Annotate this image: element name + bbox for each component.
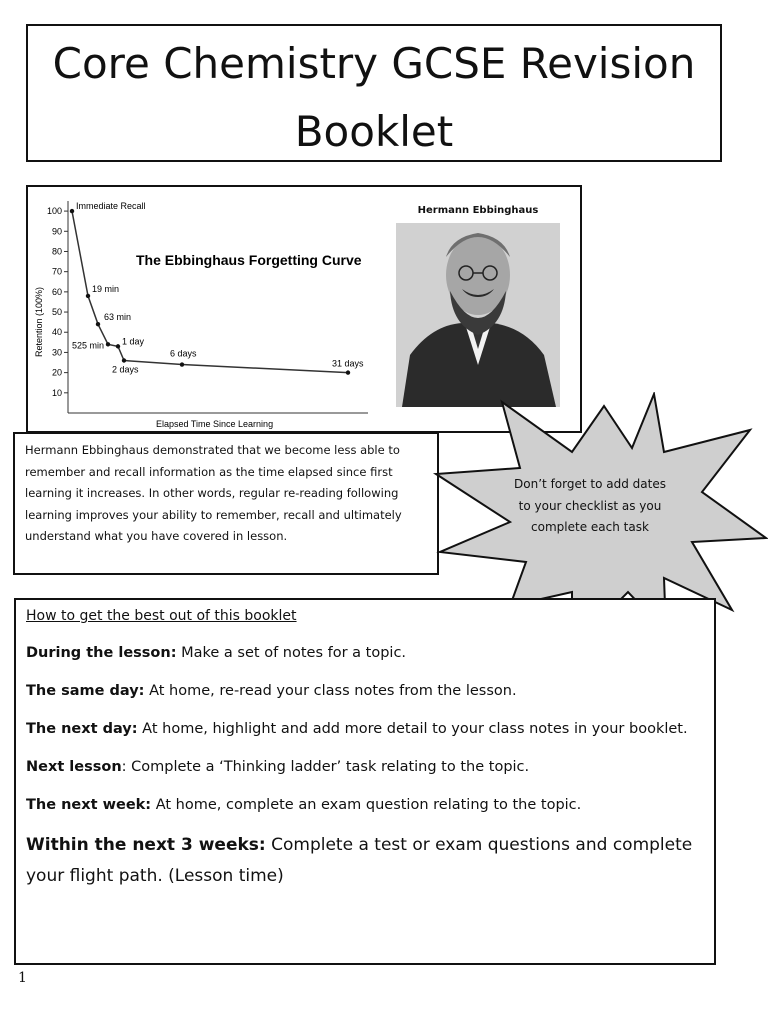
curve-point [96, 322, 100, 326]
tip-text: Make a set of notes for a topic. [176, 645, 407, 661]
tip-item [26, 640, 704, 667]
title-box [26, 24, 722, 162]
tip-text: Complete a test or exam questions and complete your flight path. (Lesson time) [26, 835, 693, 886]
tips-list [26, 640, 704, 892]
curve-point [70, 209, 74, 213]
tip-item [26, 678, 704, 705]
y-tick-label: 50 [51, 307, 62, 318]
point-label: 63 min [104, 312, 132, 323]
point-label: 31 days [332, 358, 364, 369]
curve-point [346, 370, 350, 374]
portrait [392, 205, 564, 409]
star-note: Don’t forget to add dates to your checklist as you complete each task [514, 477, 666, 534]
page-number: 1 [18, 970, 27, 986]
y-tick-label: 40 [51, 327, 62, 338]
tip-label: Next lesson [26, 759, 122, 775]
y-tick-label: 60 [51, 286, 62, 297]
tip-text: At home, complete an exam question relating to the topic. [151, 797, 582, 813]
chart-axes [47, 201, 368, 413]
point-label: 6 days [170, 348, 197, 359]
y-tick-label: 90 [51, 226, 62, 237]
tip-label: The next day: [26, 721, 138, 737]
portrait-photo [392, 205, 564, 409]
tip-text: At home, highlight and add more detail to your class notes in your booklet. [137, 721, 688, 737]
tip-item [26, 716, 704, 743]
portrait-caption: Hermann Ebbinghaus [417, 205, 539, 216]
y-tick-label: 100 [46, 206, 62, 217]
page-title-line2: Booklet [294, 107, 454, 156]
point-label: 525 min [71, 340, 104, 351]
page-title-line1: Core Chemistry GCSE Revision [52, 39, 696, 88]
point-label: 2 days [112, 364, 139, 375]
curve-point [106, 342, 110, 346]
tip-text: At home, re-read your class notes from the lesson. [144, 683, 517, 699]
curve-point [116, 344, 120, 348]
x-axis-label: Elapsed Time Since Learning [156, 419, 274, 429]
y-tick-label: 30 [51, 347, 62, 358]
point-label: 19 min [92, 283, 120, 294]
ebbinghaus-explanation: Hermann Ebbinghaus demonstrated that we become less able to remember and recall information as the time elapsed since first learning it increases. In other words, regular re-reading following learning improves your ability to remember, recall and ultimately understand what you have covered in lesson. [13, 432, 439, 575]
tip-item [26, 754, 704, 781]
tip-text: : Complete a ‘Thinking ladder’ task relating to the topic. [121, 759, 530, 775]
curve-series [70, 201, 364, 375]
point-label: Immediate Recall [76, 201, 146, 212]
tip-item [26, 792, 704, 819]
point-label: 1 day [122, 336, 145, 347]
booklet-tips [14, 598, 716, 965]
y-tick-label: 70 [51, 266, 62, 277]
y-tick-label: 10 [51, 387, 62, 398]
curve-point [86, 294, 90, 298]
curve-point [180, 362, 184, 366]
curve-point [122, 358, 126, 362]
y-tick-label: 20 [51, 367, 62, 378]
tip-label: The same day: [26, 683, 145, 699]
chart-title: The Ebbinghaus Forgetting Curve [136, 252, 362, 268]
y-axis-label: Retention (100%) [34, 286, 44, 357]
tip-label: The next week: [26, 797, 152, 813]
y-tick-label: 80 [51, 246, 62, 257]
tips-heading: How to get the best out of this booklet [26, 608, 297, 624]
tip-label: Within the next 3 weeks: [26, 835, 266, 855]
tip-label: During the lesson: [26, 645, 177, 661]
tip-item [26, 830, 704, 892]
